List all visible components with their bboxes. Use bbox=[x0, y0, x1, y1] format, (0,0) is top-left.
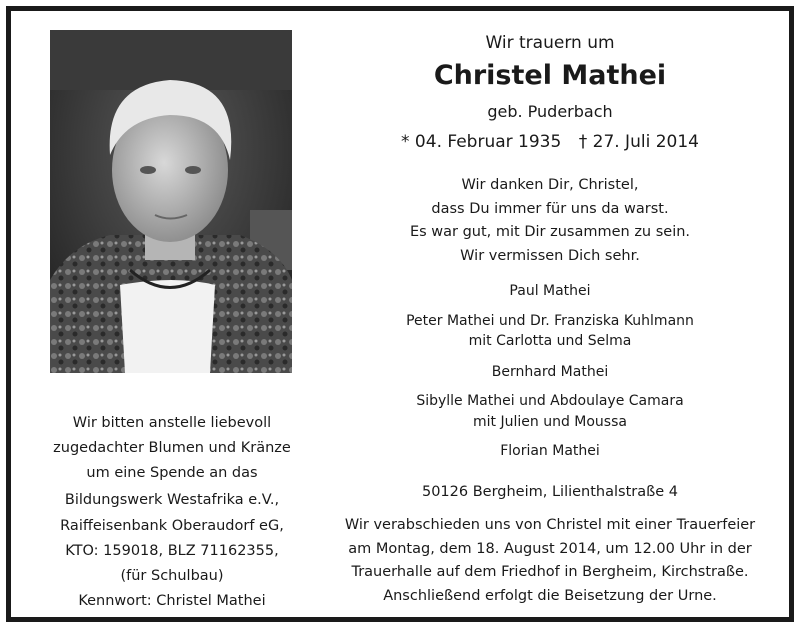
bank-line: KTO: 159018, BLZ 71162355, bbox=[65, 543, 279, 559]
family-member: mit Carlotta und Selma bbox=[468, 333, 632, 349]
deceased-name: Christel Mathei bbox=[433, 60, 667, 91]
donation-line: zugedachter Blumen und Kränze bbox=[53, 440, 291, 456]
service-line: Wir verabschieden uns von Christel mit einer Trauerfeier bbox=[344, 517, 756, 533]
bank-details bbox=[42, 514, 302, 614]
poem-line: dass Du immer für uns da warst. bbox=[431, 200, 669, 217]
family-member: Sibylle Mathei und Abdoulaye Camara bbox=[416, 393, 684, 409]
life-dates bbox=[340, 129, 760, 155]
family-member: Florian Mathei bbox=[500, 443, 600, 459]
poem-line: Wir vermissen Dich sehr. bbox=[460, 247, 640, 264]
family-member: Paul Mathei bbox=[509, 283, 591, 299]
donation-line: um eine Spende an das bbox=[86, 465, 258, 481]
bank-line: Raiffeisenbank Oberaudorf eG, bbox=[60, 518, 284, 534]
portrait-photo bbox=[50, 30, 292, 373]
poem bbox=[340, 174, 760, 268]
service-line: Trauerhalle auf dem Friedhof in Bergheim, Kirchstraße. bbox=[351, 564, 749, 580]
poem-line: Wir danken Dir, Christel, bbox=[461, 177, 639, 193]
closing-text: Anschließend erfolgt die Beisetzung der Urne. bbox=[383, 588, 717, 604]
donation-organization: Bildungswerk Westafrika e.V., bbox=[64, 492, 280, 508]
death-date: † 27. Juli 2014 bbox=[578, 132, 699, 152]
family-member: Peter Mathei und Dr. Franziska Kuhlmann bbox=[406, 313, 694, 329]
birth-name: geb. Puderbach bbox=[487, 102, 613, 121]
bank-line: (für Schulbau) bbox=[120, 568, 224, 584]
intro-text: Wir trauern um bbox=[485, 33, 615, 53]
family-member: Bernhard Mathei bbox=[491, 364, 609, 380]
service-line: am Montag, dem 18. August 2014, um 12.00 Uhr in der bbox=[348, 540, 752, 557]
family-member: mit Julien und Moussa bbox=[473, 414, 627, 430]
birth-date: * 04. Februar 1935 bbox=[401, 132, 562, 152]
bank-line: Kennwort: Christel Mathei bbox=[78, 593, 266, 609]
poem-line: Es war gut, mit Dir zusammen zu sein. bbox=[409, 224, 691, 240]
service-notice bbox=[340, 514, 760, 585]
donation-line: Wir bitten anstelle liebevoll bbox=[72, 415, 272, 431]
portrait-image bbox=[50, 30, 292, 373]
donation-request bbox=[42, 411, 302, 486]
address: 50126 Bergheim, Lilienthalstraße 4 bbox=[421, 484, 679, 500]
